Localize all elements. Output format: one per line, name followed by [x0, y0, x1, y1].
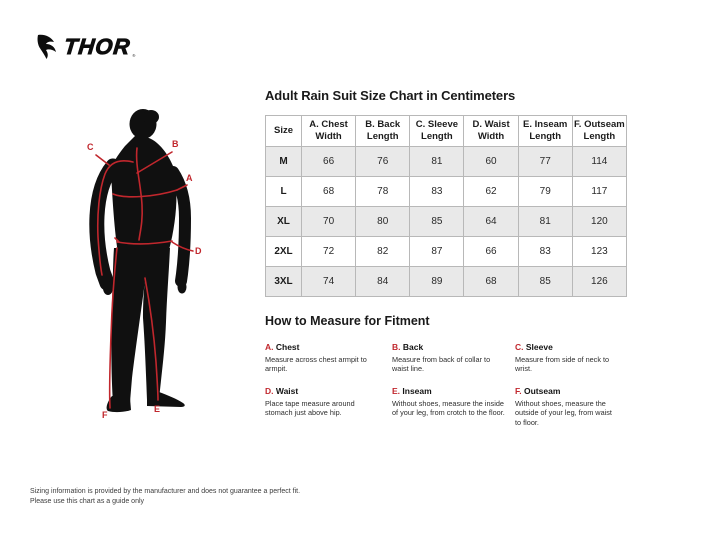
value-cell: 123	[572, 236, 626, 266]
size-cell: L	[266, 176, 302, 206]
value-cell: 120	[572, 206, 626, 236]
value-cell: 85	[518, 266, 572, 296]
measure-description: Measure from side of neck to wrist.	[515, 354, 610, 374]
measure-letter: E.	[392, 385, 401, 396]
measure-description: Without shoes, measure the inside of your leg, from crotch to the floor.	[392, 398, 505, 418]
value-cell: 77	[518, 146, 572, 176]
value-cell: 62	[464, 176, 518, 206]
value-cell: 68	[464, 266, 518, 296]
value-cell: 114	[572, 146, 626, 176]
value-cell: 83	[518, 236, 572, 266]
measure-letter: C.	[515, 341, 524, 352]
thor-logo-text: THOR	[62, 34, 132, 59]
value-cell: 83	[410, 176, 464, 206]
measure-item-waist	[265, 386, 392, 427]
measure-letter: A.	[265, 341, 274, 352]
value-cell: 64	[464, 206, 518, 236]
disclaimer-line-2: Please use this chart as a guide only	[30, 497, 145, 505]
size-cell: 3XL	[266, 266, 302, 296]
size-cell: XL	[266, 206, 302, 236]
value-cell: 60	[464, 146, 518, 176]
measure-name: Waist	[275, 385, 299, 396]
table-row-m	[266, 146, 627, 176]
value-cell: 117	[572, 176, 626, 206]
value-cell: 80	[356, 206, 410, 236]
value-cell: 70	[302, 206, 356, 236]
value-cell: 84	[356, 266, 410, 296]
value-cell: 82	[356, 236, 410, 266]
column-header-chest: A. Chest Width	[302, 116, 356, 147]
figure-label-b: B	[172, 139, 179, 149]
value-cell: 79	[518, 176, 572, 206]
measure-item-sleeve	[515, 342, 627, 374]
column-header-back: B. Back Length	[356, 116, 410, 147]
measure-name: Inseam	[402, 385, 432, 396]
value-cell: 72	[302, 236, 356, 266]
figure-label-d: D	[195, 246, 202, 256]
measure-guide-title: How to Measure for Fitment	[265, 313, 430, 328]
thor-logo	[34, 34, 135, 60]
measure-description: Place tape measure around stomach just above hip.	[265, 398, 355, 418]
measurement-figure	[55, 90, 255, 450]
disclaimer-line-1: Sizing information is provided by the manufacturer and does not guarantee a perfect fit.	[30, 488, 301, 495]
silhouette-graphic	[55, 90, 255, 450]
value-cell: 76	[356, 146, 410, 176]
table-row-2xl	[266, 236, 627, 266]
figure-label-e: E	[154, 404, 161, 414]
measure-item-outseam	[515, 386, 627, 427]
table-row-xl	[266, 206, 627, 236]
measure-name: Sleeve	[525, 341, 553, 352]
figure-label-c: C	[87, 142, 94, 152]
value-cell: 66	[302, 146, 356, 176]
figure-label-a: A	[186, 173, 193, 183]
measure-name: Back	[402, 341, 424, 352]
column-header-size: Size	[266, 116, 302, 147]
measure-letter: B.	[392, 341, 401, 352]
registered-mark: ®	[132, 53, 136, 58]
table-row-l	[266, 176, 627, 206]
measure-description: Measure across chest armpit to armpit.	[265, 354, 367, 374]
measure-letter: F.	[515, 385, 522, 396]
thor-goat-icon	[34, 34, 60, 60]
pointer-c	[96, 155, 109, 165]
value-cell: 89	[410, 266, 464, 296]
measure-item-chest	[265, 342, 392, 374]
measure-item-inseam	[392, 386, 515, 427]
size-cell: M	[266, 146, 302, 176]
measure-description: Measure from back of collar to waist line.	[392, 354, 491, 374]
column-header-outseam: F. Outseam Length	[572, 116, 626, 147]
size-chart-table	[265, 115, 627, 297]
column-header-inseam: E. Inseam Length	[518, 116, 572, 147]
value-cell: 74	[302, 266, 356, 296]
measure-name: Outseam	[524, 385, 561, 396]
measure-description: Without shoes, measure the outside of your leg, from waist to floor.	[515, 398, 612, 427]
value-cell: 81	[518, 206, 572, 236]
value-cell: 78	[356, 176, 410, 206]
value-cell: 87	[410, 236, 464, 266]
column-header-sleeve: C. Sleeve Length	[410, 116, 464, 147]
size-cell: 2XL	[266, 236, 302, 266]
column-header-waist: D. Waist Width	[464, 116, 518, 147]
figure-label-f: F	[102, 410, 108, 420]
measure-guide-grid	[265, 342, 631, 427]
value-cell: 68	[302, 176, 356, 206]
table-header-row	[266, 116, 627, 147]
size-chart-content	[265, 88, 631, 427]
measure-item-back	[392, 342, 515, 374]
value-cell: 66	[464, 236, 518, 266]
measure-letter: D.	[265, 385, 274, 396]
disclaimer	[30, 487, 300, 507]
value-cell: 85	[410, 206, 464, 236]
measure-name: Chest	[275, 341, 300, 352]
value-cell: 126	[572, 266, 626, 296]
value-cell: 81	[410, 146, 464, 176]
table-row-3xl	[266, 266, 627, 296]
size-chart-title: Adult Rain Suit Size Chart in Centimeters	[265, 88, 516, 103]
